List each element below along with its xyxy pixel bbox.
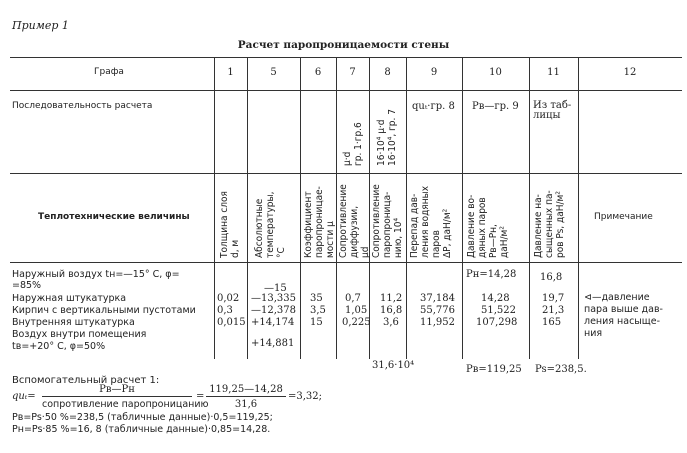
q-col12: Примечание [594, 212, 653, 222]
col-sep [300, 57, 301, 359]
q-col8: Сопротивление паропроница- нию, 10⁴ [371, 184, 404, 258]
fraction-bar [42, 396, 192, 397]
q-col11: Давление на- сыщенных па- ров Ps, даН/м² [533, 190, 566, 258]
table-top-rule [10, 57, 682, 58]
col-number: 12 [623, 67, 637, 78]
header-rule-2 [10, 173, 682, 174]
col-number: 5 [270, 67, 277, 78]
calc-num2: 119,25—14,28 [209, 384, 283, 395]
outdoor-p: Pн=14,28 [466, 269, 517, 280]
layer-name: Внутренняя штукатурка [12, 317, 135, 328]
outdoor-label: Наружный воздух tн=—15° С, φ= [12, 269, 180, 280]
col-sep [529, 57, 530, 359]
layer-name: Наружная штукатурка [12, 293, 127, 304]
layer-d: 0,015 [217, 317, 246, 328]
seq-col10: Pв—гр. 9 [472, 101, 519, 112]
q-col5: Абсолютные температуры, °С [254, 191, 287, 258]
q-col1: Толщина слоя d, м [219, 191, 241, 258]
layer-t: —12,378 [251, 305, 296, 316]
layer-dp: 11,952 [420, 317, 455, 328]
layer-mu: 3,5 [310, 305, 326, 316]
col-number: 11 [547, 67, 560, 78]
layer-mu: 35 [310, 293, 323, 304]
q-col7: Сопротивление диффузии, μd [338, 184, 371, 258]
indoor-label: Воздух внутри помещения [12, 329, 147, 340]
calc-heading: Вспомогательный расчет 1: [12, 375, 160, 386]
calc-numerator: Pв—Pн [99, 384, 135, 395]
layer-r: 11,2 [380, 293, 403, 304]
calc-line3: Pн=Ps·85 %=16, 8 (табличные данные)·0,85=14,28. [12, 424, 271, 435]
quantities-label: Теплотехнические величины [38, 212, 190, 222]
layer-mud: 0,7 [345, 293, 361, 304]
q-col6: Коэффициент паропроницае- мости μ [303, 186, 336, 258]
calc-denominator: сопротивление паропроницанию [42, 399, 209, 410]
col-number: 1 [227, 67, 234, 78]
header-rule-3 [10, 262, 682, 263]
indoor-temp: +14,881 [251, 338, 295, 349]
total-ps: Ps=238,5. [535, 364, 587, 375]
total-pv: Pв=119,25 [466, 364, 522, 375]
layer-d: 0,3 [217, 305, 233, 316]
layer-r: 3,6 [383, 317, 399, 328]
calc-den2: 31,6 [234, 399, 258, 410]
layer-mud: 1,05 [345, 305, 368, 316]
fraction-bar [206, 396, 286, 397]
col-sep [247, 57, 248, 359]
header-rule-1 [10, 90, 682, 91]
layer-name: Кирпич с вертикальными пустотами [12, 305, 196, 316]
layer-p: 14,28 [481, 293, 510, 304]
layer-d: 0,02 [217, 293, 240, 304]
col-sep [406, 57, 407, 359]
layer-p: 51,522 [481, 305, 516, 316]
seq-col11: Из таб- лицы [533, 100, 572, 121]
layer-dp: 37,184 [420, 293, 455, 304]
example-label: Пример 1 [12, 19, 69, 32]
calc-result: =3,32; [288, 391, 323, 402]
q-col9: Перепад дав- ления водяных паров ΔP, даН/м² [409, 185, 453, 258]
layer-mud: 0,225 [342, 317, 371, 328]
calc-eq-sign: = [196, 391, 205, 402]
layer-ps: 19,7 [542, 293, 565, 304]
layer-p: 107,298 [476, 317, 518, 328]
outdoor-ps: 16,8 [540, 272, 563, 283]
layer-ps: 21,3 [542, 305, 565, 316]
outdoor-temp: —15 [264, 283, 287, 294]
layer-ps: 165 [542, 317, 562, 328]
calc-line2: Pв=Ps·50 %=238,5 (табличные данные)·0,5=119,25; [12, 412, 273, 423]
col-sep [578, 57, 579, 359]
indoor-label2: tв=+20° С, φ=50% [12, 341, 106, 352]
seq-col7: μ·d гр. 1·гр.6 [342, 122, 364, 166]
grafa-label: Графа [94, 67, 124, 77]
layer-t: —13,335 [251, 293, 296, 304]
total-resistance: 31,6·10⁴ [372, 360, 415, 371]
seq-col9: quₜ·гр. 8 [412, 101, 455, 112]
seq-col8: 16·10⁴ μ·d 16·10⁴, гр. 7 [376, 109, 398, 166]
col-number: 7 [349, 67, 356, 78]
col-sep [462, 57, 463, 359]
outdoor-label2: =85% [12, 280, 42, 291]
col-number: 8 [384, 67, 391, 78]
col-sep [336, 57, 337, 359]
note-text: ⊲—давление пара выше дав- ления насыще- ния [584, 292, 663, 339]
page-title: Расчет паропроницаемости стены [237, 39, 450, 51]
col-number: 9 [430, 67, 438, 78]
layer-t: +14,174 [251, 317, 295, 328]
col-number: 6 [314, 67, 322, 78]
calc-q-lhs: quₜ= [12, 391, 36, 402]
layer-mu: 15 [310, 317, 323, 328]
sequence-label: Последовательность расчета [12, 101, 153, 111]
layer-dp: 55,776 [420, 305, 455, 316]
col-number: 10 [489, 67, 502, 78]
layer-r: 16,8 [380, 305, 403, 316]
q-col10: Давление во- дяных паров Pв—Pн, даН/м² [466, 194, 510, 258]
col-sep [214, 57, 215, 359]
